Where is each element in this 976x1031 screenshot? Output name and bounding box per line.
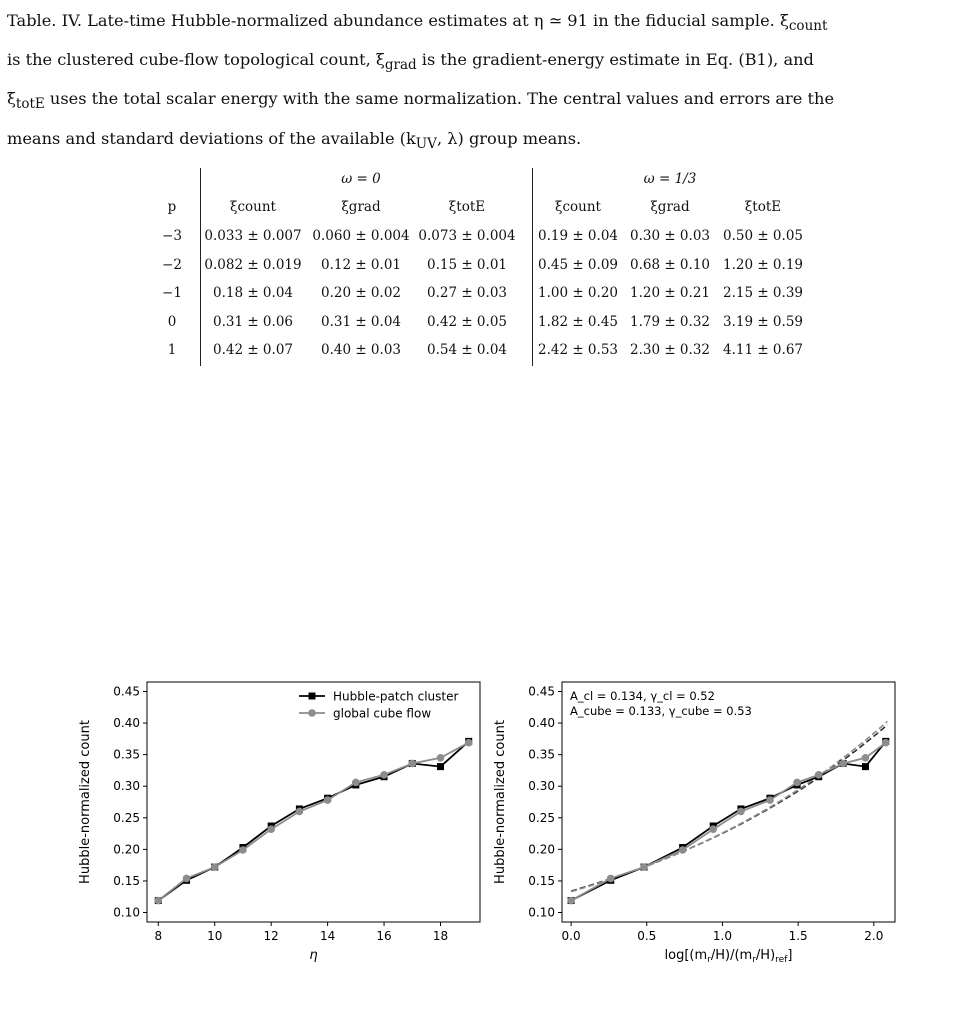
table-cell: 2.30 ± 0.32 [629,342,710,358]
table-row [158,254,858,277]
data-point-circle [296,808,304,816]
table-cell: 0.42 ± 0.05 [426,313,507,330]
table-cell: 0.31 ± 0.04 [320,313,401,330]
y-tick-label: 0.15 [528,873,555,888]
caption-line-4: means and standard deviations of the available ($k_{UV}$, λ) group means. [7,128,582,152]
data-point-circle [183,875,191,883]
table-cell: 0.082 ± 0.019 [204,256,302,273]
caption-line-3: $\xi_{totE}$ uses the total scalar energy with the same normalization. The central values and errors are the [7,89,835,113]
table-cell: 0.20 ± 0.02 [320,285,401,301]
table-cell: 1.20 ± 0.21 [629,285,710,301]
legend-marker [308,709,316,717]
table-cell: 0.15 ± 0.01 [426,256,507,273]
y-tick-label: 0.45 [528,684,555,699]
table-cell: 2.15 ± 0.39 [722,285,803,301]
x-tick-label: 2.0 [864,929,884,943]
legend-marker [309,693,316,700]
data-point-circle [709,825,717,833]
x-tick-label: 14 [319,929,336,943]
table-cell: 0.073 ± 0.004 [418,228,516,244]
table-row [158,225,858,248]
plot-log-mass-ratio [485,665,910,995]
y-tick-label: 0.25 [113,810,140,825]
plot-eta [70,665,495,995]
table-cell-p: −1 [162,285,182,301]
data-point-circle [607,875,615,883]
table-row [158,339,858,362]
table-cell: 0.54 ± 0.04 [426,342,507,358]
table-cell: 1.00 ± 0.20 [537,285,618,301]
x-tick-label: 0.0 [561,929,581,943]
data-point-circle [239,846,247,854]
y-axis-label: Hubble-normalized count [78,720,93,884]
y-tick-label: 0.30 [113,779,140,794]
data-point-circle [882,739,890,747]
y-tick-label: 0.20 [528,842,555,857]
table-group-header-row [158,168,858,191]
y-tick-label: 0.20 [113,842,140,857]
data-point-circle [567,897,575,905]
fit-curve [571,721,887,891]
table-row [158,311,858,334]
y-tick-label: 0.45 [113,684,140,699]
x-tick-label: 18 [432,929,449,943]
table-cell: 2.42 ± 0.53 [537,342,618,358]
data-point-square [437,763,444,770]
y-tick-label: 0.10 [113,905,140,920]
column-header: ξtotE [744,199,782,215]
data-point-circle [737,808,745,816]
x-tick-label: 10 [207,929,223,943]
table-cell-p: −3 [162,228,182,244]
series-line [158,741,468,900]
data-point-circle [640,863,648,871]
data-point-circle [352,779,360,787]
series-line [158,743,468,901]
column-header: ξcount [230,199,276,215]
y-tick-label: 0.10 [528,905,555,920]
x-tick-label: 12 [263,929,279,943]
data-point-circle [862,754,870,762]
data-point-circle [839,760,847,768]
table-cell-p: −2 [162,256,182,273]
table-cell-p: 0 [167,313,177,330]
y-tick-label: 0.15 [113,873,140,888]
caption-line-2: is the clustered cube-flow topological count, $\xi_{grad}$ is the gradient-energy estimate in Eq. (B1), and [7,50,814,74]
data-point-circle [793,779,801,787]
column-header: ξgrad [341,199,381,215]
table-cell: 0.68 ± 0.10 [629,256,710,273]
group-header-omega-1-3: ω = 1/3 [643,171,697,187]
table-cell: 0.033 ± 0.007 [204,228,302,244]
fit-annotation: A_cube = 0.133, γ_cube = 0.53 [570,704,752,718]
table-cell-p: 1 [167,342,177,358]
table-cell: 0.30 ± 0.03 [629,228,710,244]
data-point-circle [679,846,687,854]
table-cell: 3.19 ± 0.59 [722,313,803,330]
legend-label: Hubble-patch cluster [333,689,459,704]
fit-curve [571,725,887,891]
table-cell: 0.12 ± 0.01 [320,256,401,273]
data-point-square [862,763,869,770]
data-point-circle [815,771,823,779]
y-axis-label: Hubble-normalized count [493,720,508,884]
table-caption [7,4,967,161]
table-cell: 0.27 ± 0.03 [426,285,507,301]
column-header: ξtotE [448,199,486,215]
table-cell: 0.45 ± 0.09 [537,256,618,273]
y-tick-label: 0.35 [113,747,140,762]
x-tick-label: 1.0 [712,929,732,943]
data-point-circle [324,796,332,804]
table-cell: 0.18 ± 0.04 [212,285,293,301]
data-point-circle [154,897,162,905]
data-point-circle [766,796,774,804]
data-point-circle [465,739,473,747]
y-tick-label: 0.30 [528,779,555,794]
table-cell: 1.79 ± 0.32 [629,313,710,330]
column-header: ξcount [555,199,601,215]
x-tick-label: 8 [154,929,163,943]
y-tick-label: 0.35 [528,747,555,762]
plot-frame [562,682,895,922]
table-cell: 4.11 ± 0.67 [722,342,803,358]
table-cell: 0.060 ± 0.004 [312,228,410,244]
table-cell: 0.42 ± 0.07 [212,342,293,358]
table-cell: 0.50 ± 0.05 [722,228,803,244]
x-axis-label: η [309,948,318,963]
data-point-circle [211,863,219,871]
x-axis-label: $\log[(m_r/H)/(m_r/H)_{ref}]$ [664,948,793,965]
y-tick-label: 0.40 [113,716,140,731]
legend-label: global cube flow [333,706,432,721]
table-cell: 0.31 ± 0.06 [212,313,293,330]
fit-annotation: A_cl = 0.134, γ_cl = 0.52 [570,689,715,703]
y-tick-label: 0.40 [528,716,555,731]
table-cell: 1.20 ± 0.19 [722,256,803,273]
table-cell: 0.40 ± 0.03 [320,342,401,358]
data-point-circle [408,760,416,768]
data-point-circle [437,754,445,762]
table-row [158,282,858,305]
group-header-omega-0: ω = 0 [341,171,381,187]
caption-line-1: Table. IV. Late-time Hubble-normalized abundance estimates at η ≃ 91 in the fiducial sample. $\xi_{count}$ [7,11,828,35]
column-header: ξgrad [650,199,690,215]
x-tick-label: 1.5 [788,929,808,943]
data-point-circle [267,825,275,833]
x-tick-label: 0.5 [637,929,657,943]
x-tick-label: 16 [376,929,392,943]
column-header: p [167,199,177,215]
y-tick-label: 0.25 [528,810,555,825]
data-point-circle [380,771,388,779]
table-cell: 0.19 ± 0.04 [537,228,618,244]
table-column-header-row [158,196,858,219]
table-cell: 1.82 ± 0.45 [537,313,618,330]
